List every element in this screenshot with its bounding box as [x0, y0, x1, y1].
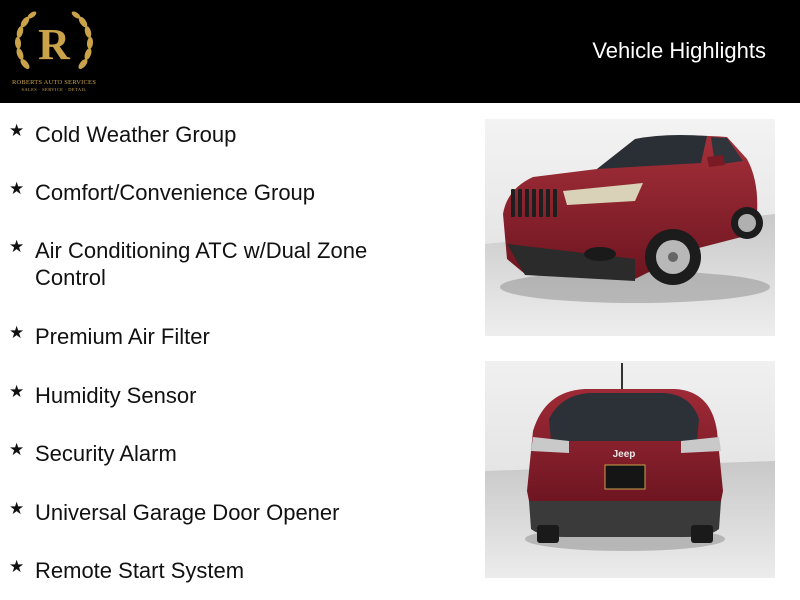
star-icon: ★ — [9, 557, 25, 576]
feature-label: Remote Start System — [35, 558, 245, 583]
feature-label: Air Conditioning ATC w/Dual Zone Control — [35, 238, 368, 290]
star-icon: ★ — [9, 323, 25, 342]
star-icon: ★ — [9, 440, 25, 459]
page-title: Vehicle Highlights — [592, 38, 766, 63]
feature-label: Universal Garage Door Opener — [35, 500, 340, 525]
vehicle-photo-rear[interactable] — [485, 361, 775, 578]
feature-label: Humidity Sensor — [35, 383, 197, 408]
star-icon: ★ — [9, 179, 25, 198]
feature-label: Premium Air Filter — [35, 324, 210, 349]
dealer-logo[interactable] — [8, 6, 100, 96]
laurel-wreath-icon — [8, 6, 100, 82]
star-icon: ★ — [9, 121, 25, 140]
feature-label: Comfort/Convenience Group — [35, 180, 316, 205]
vehicle-photo-front[interactable] — [485, 119, 775, 336]
jeep-badge: Jeep — [612, 449, 636, 460]
logo-letter: R — [38, 20, 70, 69]
star-icon: ★ — [9, 499, 25, 518]
feature-label: Cold Weather Group — [35, 122, 237, 147]
star-icon: ★ — [9, 382, 25, 401]
logo-dealer-name: ROBERTS AUTO SERVICES — [11, 79, 97, 86]
header-bar — [0, 0, 800, 103]
feature-label: Security Alarm — [35, 441, 177, 466]
logo-tagline: SALES · SERVICE · DETAIL — [21, 87, 87, 92]
star-icon: ★ — [9, 237, 25, 256]
